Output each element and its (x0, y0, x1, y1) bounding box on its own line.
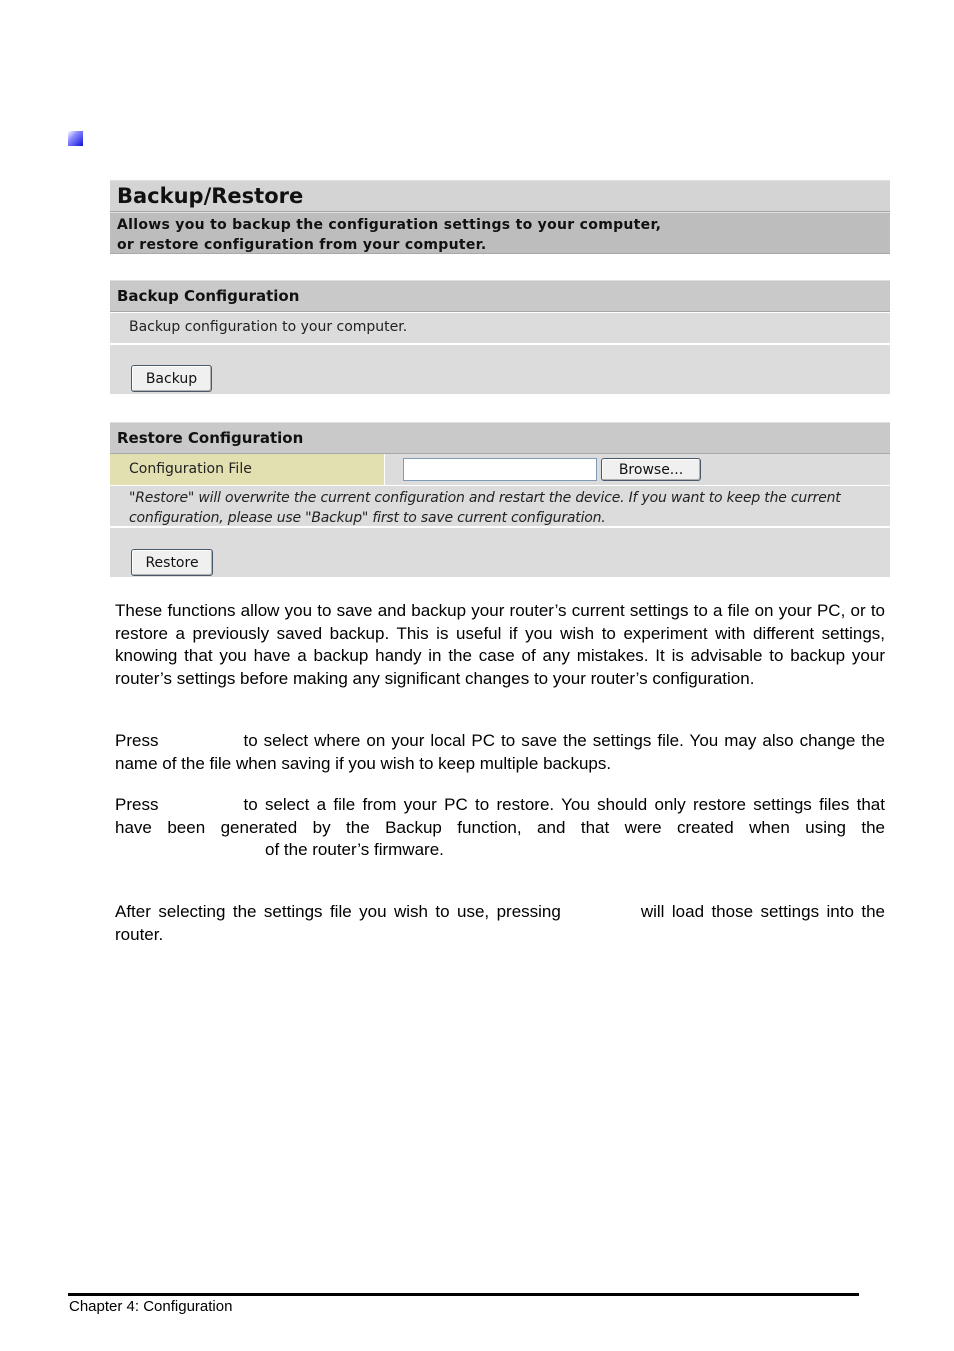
apply-instructions (115, 901, 885, 946)
apply-instructions-end: will load those settings into the router. (115, 902, 885, 944)
restore-warning-line2: configuration, please use "Backup" first to save current configuration. (129, 510, 606, 526)
apply-instructions-start: After selecting the settings file you wish to use, pressing (115, 902, 561, 921)
footer-chapter: Chapter 4: Configuration (69, 1298, 233, 1315)
intro-paragraph: These functions allow you to save and backup your router’s current settings to a file on your PC, or to restore a previously saved backup. This is useful if you wish to experiment with different settings, knowing that you have a backup handy in the case of any mistakes. It is advisable to backup your router’s settings before making any significant changes to your router’s configuration. (115, 601, 885, 688)
page-description (110, 212, 890, 254)
restore-instructions-mid: to select a file from your PC to restore. You should only restore settings files that have been generated by the Backup function, and that were created when using the (115, 795, 885, 837)
restore-instructions-end: of the router’s firmware. (265, 840, 444, 859)
backup-instructions-press: Press (115, 731, 159, 750)
backup-description: Backup configuration to your computer. (110, 313, 890, 344)
restore-instructions-press: Press (115, 795, 159, 814)
restore-button-row (110, 528, 890, 578)
backup-button-row (110, 345, 890, 395)
config-file-label: Configuration File (110, 454, 384, 485)
page-description-line2: or restore configuration from your computer. (117, 237, 487, 253)
backup-instructions (115, 730, 885, 775)
restore-instructions (115, 794, 885, 862)
browse-button[interactable]: Browse... (601, 458, 701, 481)
restore-warning-line1: "Restore" will overwrite the current configuration and restart the device. If you want to keep the current (129, 490, 841, 506)
page-description-line1: Allows you to backup the configuration settings to your computer, (117, 217, 662, 233)
config-file-input[interactable] (403, 458, 597, 481)
section-bullet-icon (68, 131, 83, 146)
backup-instructions-rest: to select where on your local PC to save the settings file. You may also change the name of the file when saving if you wish to keep multiple backups. (115, 731, 885, 773)
restore-button[interactable]: Restore (131, 549, 213, 576)
config-file-cell (385, 454, 890, 485)
restore-warning (110, 486, 890, 527)
config-file-row (110, 454, 890, 486)
footer-divider (68, 1293, 859, 1296)
backup-section-title: Backup Configuration (110, 280, 890, 312)
backup-button[interactable]: Backup (131, 365, 212, 392)
restore-section-title: Restore Configuration (110, 422, 890, 454)
page-title: Backup/Restore (110, 180, 890, 212)
